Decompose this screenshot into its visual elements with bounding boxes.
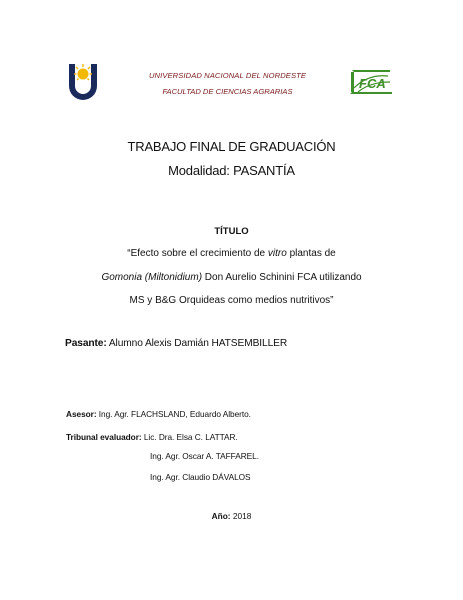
university-name: UNIVERSIDAD NACIONAL DEL NORDESTE — [148, 71, 307, 80]
year-label: Año: — [211, 511, 231, 521]
university-logo-icon — [66, 62, 100, 104]
pasante-line — [65, 338, 287, 349]
tribunal-member-2: Ing. Agr. Oscar A. TAFFAREL. — [150, 451, 259, 461]
asesor-value: Ing. Agr. FLACHSLAND, Eduardo Alberto. — [96, 409, 251, 419]
title-line-1-b: plantas de — [286, 248, 336, 259]
tribunal-label: Tribunal evaluador: — [66, 432, 142, 442]
year-value: 2018 — [230, 511, 252, 521]
title-line-1 — [0, 248, 463, 259]
title-line-1-a: “Efecto sobre el crecimiento de — [127, 248, 268, 259]
title-line-1-italic: vitro — [267, 248, 287, 259]
title-heading: TÍTULO — [214, 226, 249, 237]
pasante-label: Pasante: — [65, 338, 107, 349]
faculty-name: FACULTAD DE CIENCIAS AGRARIAS — [162, 87, 293, 96]
asesor-line — [66, 409, 251, 419]
tribunal-line — [66, 432, 238, 442]
fca-logo-text: FCA — [359, 76, 386, 91]
work-title: TRABAJO FINAL DE GRADUACIÓN — [127, 139, 336, 154]
tribunal-member-1: Lic. Dra. Elsa C. LATTAR. — [141, 432, 238, 442]
tribunal-member-3: Ing. Agr. Claudio DÁVALOS — [150, 472, 251, 482]
title-line-2 — [0, 272, 463, 283]
title-line-2-italic: Gomonia (Miltonidium) — [101, 272, 203, 283]
fca-logo-icon — [348, 68, 394, 96]
asesor-label: Asesor: — [66, 409, 97, 419]
title-line-3: MS y B&G Orquideas como medios nutritivos” — [129, 295, 334, 306]
year-line — [0, 511, 463, 521]
modality: Modalidad: PASANTÍA — [168, 163, 295, 178]
pasante-value: Alumno Alexis Damián HATSEMBILLER — [106, 338, 288, 349]
title-line-2-b: Don Aurelio Schinini FCA utilizando — [202, 272, 362, 283]
